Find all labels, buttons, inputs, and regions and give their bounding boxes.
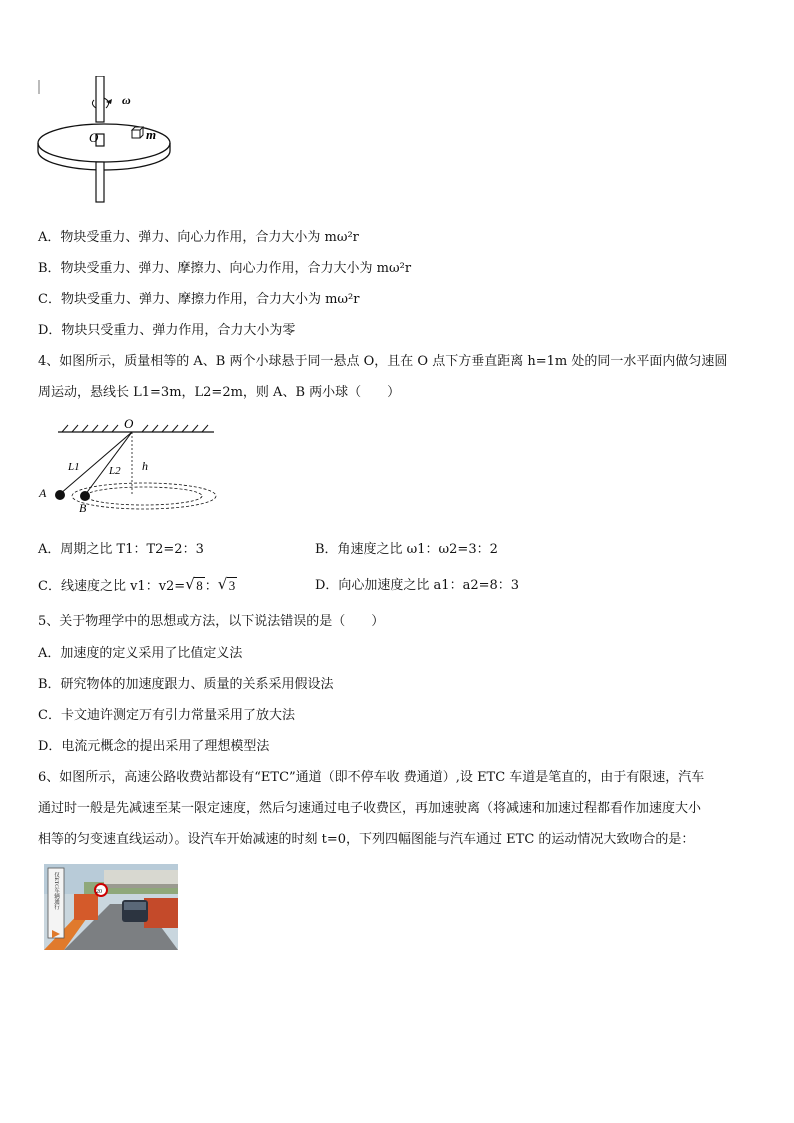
- pendulum-figure: [36, 416, 222, 516]
- q3-option-c: C．物块受重力、弹力、摩擦力作用，合力大小为 mω²r: [38, 292, 360, 307]
- h-label: h: [142, 459, 148, 473]
- ball-b-label: B: [79, 501, 87, 515]
- q6-stem-line2: 通过时一般是先减速至某一限定速度，然后匀速通过电子收费区，再加速驶离（将减速和加速过程都看作加速度大小: [38, 801, 702, 816]
- q3-option-b: B．物块受重力、弹力、摩擦力、向心力作用，合力大小为 mω²r: [38, 261, 412, 276]
- ball-a-label: A: [39, 486, 47, 500]
- rotating-disc-figure: [34, 76, 184, 206]
- sqrt-3: √ 3: [217, 575, 236, 593]
- etc-lane-photo: [44, 864, 178, 950]
- q4-option-c: C．线速度之比 v1：v2= √ 8 ： √ 3: [38, 575, 236, 594]
- axis-o-label: O: [89, 130, 99, 145]
- q5-stem: 5、关于物理学中的思想或方法，以下说法错误的是（ ）: [38, 614, 385, 629]
- l1-label: L1: [68, 461, 80, 473]
- speed-limit-sign: 20: [96, 889, 102, 895]
- q4-option-b: B．角速度之比 ω1：ω2=3：2: [315, 542, 498, 557]
- q4-option-a: A．周期之比 T1：T2=2：3: [38, 542, 204, 557]
- q3-option-d: D．物块只受重力、弹力作用，合力大小为零: [38, 323, 296, 338]
- pivot-o-label: O: [124, 416, 134, 431]
- q4-stem-line1: 4、如图所示，质量相等的 A、B 两个小球悬于同一悬点 O，且在 O 点下方垂直距离 h=1m 处的同一水平面内做匀速圆: [38, 354, 728, 369]
- mass-m-label: m: [146, 127, 157, 142]
- etc-only-sign: 仅ETC车辆通行: [53, 872, 59, 910]
- omega-label: ω: [122, 93, 131, 107]
- l2-label: L2: [109, 465, 121, 477]
- q3-option-a: A．物块受重力、弹力、向心力作用，合力大小为 mω²r: [38, 230, 359, 245]
- sqrt-8: √ 8: [185, 575, 203, 593]
- q4-option-d: D．向心加速度之比 a1：a2=8：3: [315, 578, 520, 593]
- q5-option-b: B．研究物体的加速度跟力、质量的关系采用假设法: [38, 677, 334, 692]
- q6-stem-line1: 6、如图所示，高速公路收费站都设有“ETC”通道（即不停车收 费通道）,设 ETC 车道是笔直的，由于有限速，汽车: [38, 770, 705, 785]
- q5-option-a: A．加速度的定义采用了比值定义法: [38, 646, 243, 661]
- q4-stem-line2: 周运动，悬线长 L1=3m，L2=2m，则 A、B 两小球（ ）: [38, 385, 401, 400]
- q5-option-c: C．卡文迪许测定万有引力常量采用了放大法: [38, 708, 295, 723]
- q6-stem-line3: 相等的匀变速直线运动）。设汽车开始减速的时刻 t=0，下列四幅图能与汽车通过 ETC 的运动情况大致吻合的是：: [38, 832, 695, 847]
- q5-option-d: D．电流元概念的提出采用了理想模型法: [38, 739, 270, 754]
